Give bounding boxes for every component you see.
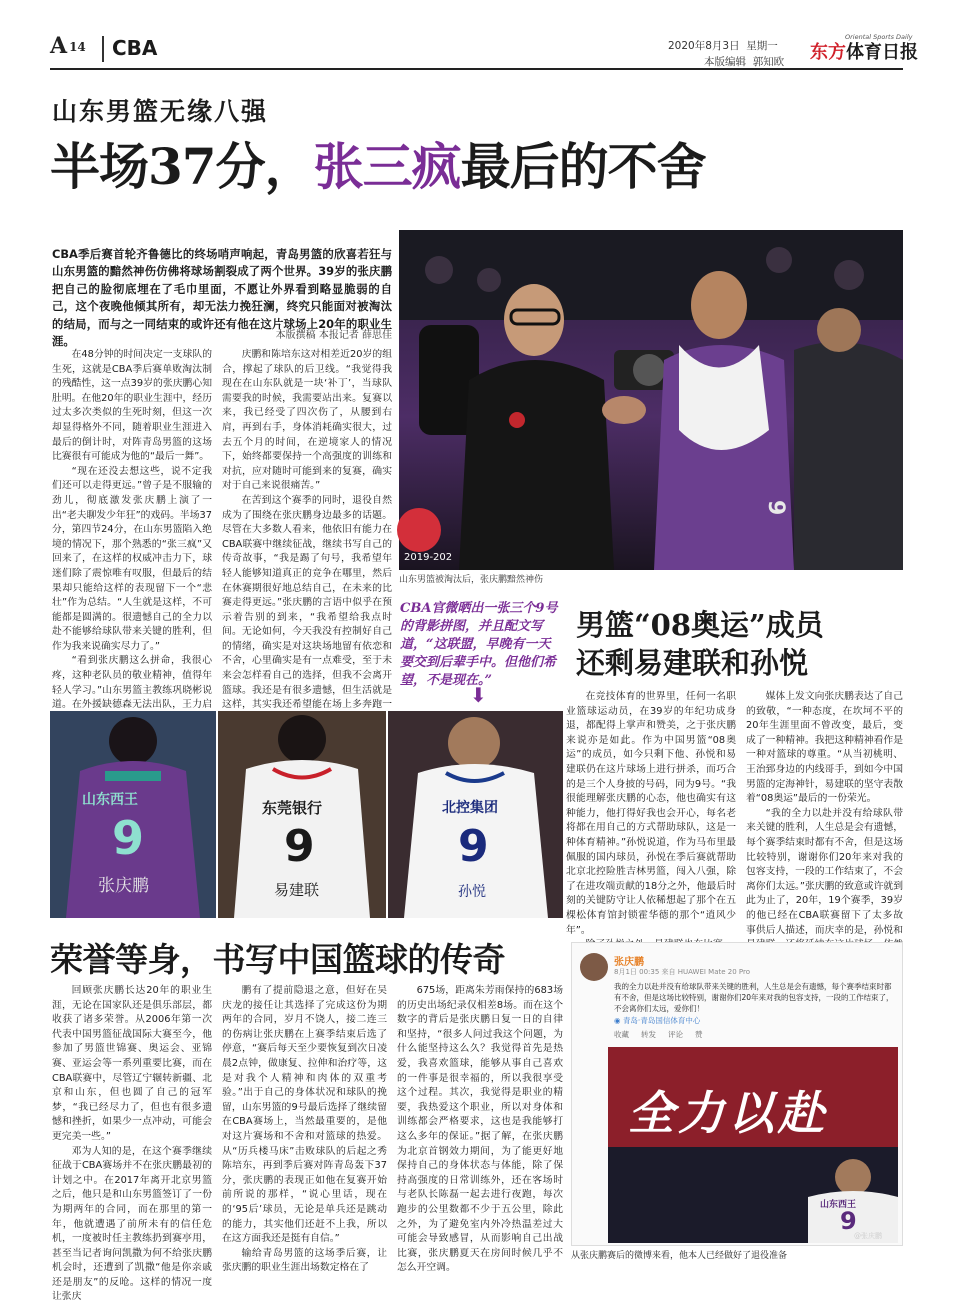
paper-name-en: Oriental Sports Daily bbox=[845, 33, 913, 41]
lead-paragraph: CBA季后赛首轮齐鲁德比的终场哨声响起，青岛男篮的欣喜若狂与山东男篮的黯然神伤仿佛将球场割裂成了两个世界。39岁的张庆鹏把自己的脸彻底埋在了毛巾里面，不愿让外界看到略显脆弱的自己，这个夜晚他倾其所有，却无法力挽狂澜，终究只能面对被淘汰的结局，而与之一同结束的或许还有他在这片球场上20年的职业生涯。 bbox=[52, 247, 392, 349]
weibo-meta: 8月1日 00:35 来自 HUAWEI Mate 20 Pro bbox=[614, 968, 751, 976]
editor-name: 郭知欧 bbox=[752, 56, 785, 68]
weibo-jersey-number: 9 bbox=[840, 1207, 857, 1235]
weibo-watermark: @张庆鹏 bbox=[854, 1232, 882, 1240]
jersey-1-team: 山东西王 bbox=[82, 792, 138, 808]
header-rule bbox=[50, 68, 903, 70]
weibo-location: ◉ 青岛·青岛国信体育中心 bbox=[614, 1016, 701, 1025]
weibo-screenshot bbox=[571, 942, 903, 1246]
body-column-7: 675场，距离朱芳雨保持的683场的历史出场纪录仅相差8场。而在这个数字的背后是张庆鹏日复一日的自律和坚持，“很多人问过我这个问题，为什么能坚持这么久？我觉得首先是热爱，我喜欢篮球，能够从事自己喜欢的一件事是很幸福的，所以我很享受这个过程。其次，我觉得是职业的精要，我热爱这个职业，所以对身体和训练都会严格要求，这也是我能够打这么多年的保证。”据了解，在张庆鹏为北京首钢效力期间，为了能更好地保持自己的身体状态与体能，除了保持高强度的日常训练外，还在客场时与老队长陈磊一起去进行夜跑，每次跑步的公里数都不少于五公里，除此之外，为了避免室内外冷热温差过大可能会导致感冒，从而影响自己出战比赛，张庆鹏夏天在房间时候几乎不怎么开空调。 bbox=[397, 985, 563, 1274]
jersey-photo-3 bbox=[388, 711, 563, 918]
paper-logo: 东方体育日报 bbox=[810, 42, 918, 63]
weibo-repost-button[interactable]: 转发 bbox=[641, 1030, 656, 1039]
jersey-3-team: 北控集团 bbox=[442, 800, 498, 816]
avatar bbox=[580, 953, 608, 981]
jersey-3-name: 孙悦 bbox=[458, 884, 486, 900]
jersey-2-name: 易建联 bbox=[274, 881, 320, 899]
jersey-photo-2 bbox=[218, 711, 386, 918]
main-photo bbox=[399, 230, 903, 570]
location-pin-icon: ◉ bbox=[614, 1016, 623, 1025]
jersey-photo-1 bbox=[50, 711, 216, 918]
body-column-3: 在竞技体育的世界里，任何一名职业篮球运动员，在39岁的年纪功成身退，都配得上掌声和赞美，之于张庆鹏来说亦是如此。作为中国男篮“08奥运”的成员，如今只剩下他、孙悦和易建联仍在这片球场上进行拼杀，而巧合的是三个人身披的号码，同为9号。“我很能理解张庆鹏的心态，他也确实有这种能力，他打得好我也会开心，每名老将都在用自己的方式帮助球队，这是一种体育精神。”孙悦说道，作为马布里最佩服的国内球员，孙悦在季后赛就帮助北京北控险胜吉林男篮，闯入八强，除了在进攻端贡献的18分之外，他最后时刻的关键防守让人依稀想起了那个在五棵松体育馆封锁霍华德的那个“逍风少年”。 bbox=[566, 691, 736, 936]
jersey-3-number: 9 bbox=[458, 821, 489, 872]
weibo-caption: 从张庆鹏赛后的微博来看，他本人已经做好了退役准备 bbox=[571, 1251, 788, 1261]
body-column-2: 庆鹏和陈培东这对相差近20岁的组合，撑起了球队的后卫线。“我觉得我现在在山东队就是一块‘补丁’，当球队需要我的时候，我需要站出来。复赛以来，我已经受了四次伤了，从腰到右肩，再到右手，身体消耗确实很大，过去五个月的时间，在逆境家人的情况下，始终都要保持一个高强度的训练和对抗，应对随时可能到来的复赛，确实对于自己来说很痛苦。” 在苦到这个赛季的同时，退役自然成为了围绕在张庆鹏身边最多的话题。尽管在大多数人看来，他依旧有能力在CBA联赛中继续征战，继续书写自己的传奇故事，“我是踢了句号，我希望年轻人能够知道真正的竞争在哪里，然后在休赛期很好地总结自己，在未来的比赛走得更远。”张庆鹏的言语中似乎在预示着告别的到来，“我希望给我点时间。无论如何，今天我没有控制好自己的情绪，确实是对这块场地留有依恋和不舍，心里确实是有一点难受，至于未来会怎样看自己的选择，但我不会离开篮球。我还是有很多遗憾，但生活就是这样，其实我还希望能在场上多奔跑一 bbox=[222, 349, 392, 711]
issue-date: 2020年8月3日 bbox=[668, 40, 740, 52]
body-column-5: 回顾张庆鹏长达20年的职业生涯，无论在国家队还是俱乐部层，都收获了诸多荣誉。从2006年第一次代表中国男篮征战国际大赛至今，他参加了男篮世锦赛、奥运会、亚锦赛、亚运会等一系列重要比赛，而在CBA联赛中，尽管辽宁辗转新疆、北京和山东，但也圆了自己的冠军梦，“我已经尽力了，但也有很多遗憾和挫折，如果少一点冲动，可能会更完美一些。” 邓为人知的是，在这个赛季继续征战于CBA赛场并不在张庆鹏最初的计划之中。在2017年离开北京男篮之后，他只是和山东男篮签订了一份为期两年的合同，而在那里的第一年，他就遭遇了前所未有的信任危机，一度被时任主教练扔到赛亭用，甚至当记者询问凯撒为何不给张庆鹏机会时，还遭到了凯撒“他是你亲戚还是朋友”的反呛。这样的情况一度让张庆 bbox=[52, 985, 212, 1303]
body-column-6: 鹏有了提前隐退之意，但好在吴庆龙的接任让其选择了完成这份为期两年的合同，岁月不饶人，接二连三的伤病让张庆鹏在上赛季结束后选了停意，“赛后每天至少要恢复到次日凌晨2点钟，做康复、拉伸和治疗等，这是对我个人精神和肉体的双重考验。”出于自己的身体状况和球队的挽留，山东男篮的9号最后选择了继续留在CBA赛场上，当然最重要的，是他对这片赛场和不舍和对篮球的热爱。从“历兵楼马床”击败球队的后起之秀陈培东，再到季后赛对阵青岛轰下37分，张庆鹏的表现正如他在复赛开始前所说的那样，“说心里话，现在的‘95后’球员，无论是单兵还是跳动的能力，其实他们还赶不上我，所以在这方面我还是挺有自信。” 输给青岛男篮的这场季后赛，让张庆鹏的职业生涯出场数定格在了 bbox=[222, 985, 387, 1274]
arrow-down-icon: ⬇ bbox=[470, 683, 487, 707]
header-divider bbox=[102, 36, 104, 62]
pull-quote: CBA官微晒出一张三个9号的背影拼图，并且配文写道，“这联盟，早晚有一天要交到后辈手中。但他们希望，不是现在。” bbox=[400, 601, 558, 688]
weibo-text: 我的全力以赴并没有给球队带来关键的胜利，人生总是会有遗憾，每个赛季结束时都有不舍，但是这场比较特别，谢谢你们20年来对我的包容支持，一段的工作结束了，不会离你们太远，爱你们！ bbox=[614, 982, 894, 1013]
kicker-headline: 山东男篮无缘八强 bbox=[52, 97, 269, 126]
jersey-2-number: 9 bbox=[284, 821, 315, 872]
headline-highlight: 张三疯 bbox=[313, 137, 461, 196]
main-photo-caption: 山东男篮被淘汰后，张庆鹏黯然神伤 bbox=[399, 575, 544, 585]
body-column-4: 媒体上发文向张庆鹏表达了自己的致敬，“一种态度，在坎坷不平的20年生涯里面不曾改变，最后，变成了一种精神。我把这种精神看作是一种对篮球的尊重。“从当初桃明、王治郅身边的内线哥手，到如今中国男篮的定海神针，易建联的坚守表散着“08奥运”最后的一份荣光。 “我的全力以赴并没有给球队带来关键的胜利，人生总是会有遗憾，每个赛季结束时都有不舍，但是这场比较特别，谢谢你们20年来对我的包容支持，一段的工作结束了，不会离你们太远。”张庆鹏的致意或许就到此为止了，20年，19个赛季，39岁的他已经在CBA联赛留下了太多故事供后人描述，而庆幸的是，孙悦和 bbox=[746, 691, 903, 936]
svg-text:9: 9 bbox=[763, 500, 788, 516]
sub-headline: 男篮“08奥运”成员 还剩易建联和孙悦 bbox=[576, 608, 824, 680]
weibo-photo bbox=[608, 1047, 898, 1243]
weibo-user: 张庆鹏 bbox=[614, 957, 644, 968]
jersey-2-team: 东莞银行 bbox=[262, 799, 323, 817]
page-number: A 14 bbox=[50, 33, 86, 59]
weibo-action-bar bbox=[614, 1029, 896, 1043]
issue-meta bbox=[668, 38, 784, 70]
byline: 本版撰稿 本报记者 薛思佳 bbox=[275, 330, 392, 341]
jersey-1-number: 9 bbox=[112, 811, 145, 865]
issue-weekday: 星期一 bbox=[746, 40, 778, 52]
section-2-headline: 荣誉等身，书写中国篮球的传奇 bbox=[50, 940, 505, 979]
weibo-comment-button[interactable]: 评论 bbox=[668, 1030, 683, 1039]
jersey-1-name: 张庆鹏 bbox=[98, 876, 149, 896]
main-headline: 半场37分，张三疯最后的不舍 bbox=[50, 137, 706, 196]
weibo-jersey-team: 山东西王 bbox=[820, 1200, 857, 1210]
section-label: CBA bbox=[112, 36, 158, 60]
editor-label: 本版编辑 bbox=[704, 56, 746, 68]
weibo-like-button[interactable]: 赞 bbox=[695, 1030, 703, 1039]
weibo-collect-button[interactable]: 收藏 bbox=[614, 1030, 629, 1039]
body-column-1: 在48分钟的时间决定一支球队的生死，这就是CBA季后赛单败淘汰制的残酷性，这一点39岁的张庆鹏心知肚明。在他20年的职业生涯中，经历过太多次类似的生死时刻，但这一次却显得格外不同，随着职业生涯进入最后的倒计时，对阵青岛男篮的这场比赛很有可能成为他的“最后一舞”。 “现在还没去想这些，说不定我们还可以走得更远。”曾子是不服输的劲儿，彻底激发张庆鹏上演了一出“老夫聊发少年狂”的戏码。半场37分，第四节24分，在山东男篮陷入绝境的情况下，那个熟悉的“张三疯”又回来了，在这样的权威冲击力下，球迷们除了震惊唯有叹服，但最后的结果却只能给这样的表现留下一个“悲壮”作为总结。“人生就是这样，不可能都是圆满的。很遗憾自己的全力以赴不能够给球队带来关键的胜利，但作为我来说确实尽力了。” “看到张庆鹏这么拼命，我很心疼，这种老队员的敬业精神，值得年轻人学习。”山东男篮主教练巩晓彬说道。在外援缺德森无法出队，王力启 bbox=[52, 349, 212, 711]
weibo-banner-text: 全力以赴 bbox=[628, 1086, 828, 1140]
svg-text:2019-202: 2019-202 bbox=[404, 552, 453, 563]
